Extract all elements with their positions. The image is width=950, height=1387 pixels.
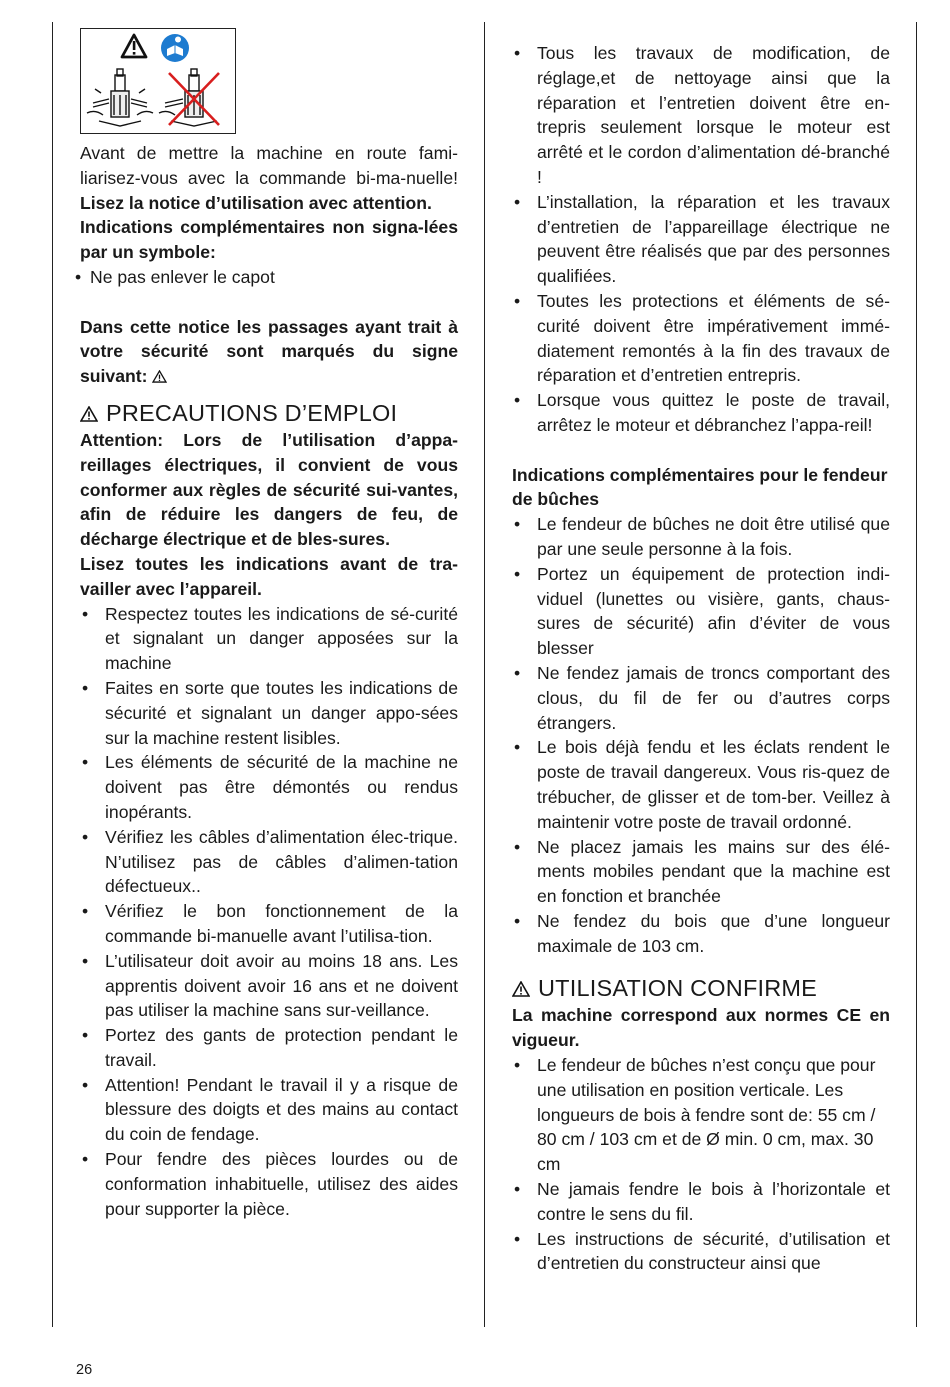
utilisation-heading-text: UTILISATION CONFIRME (538, 975, 818, 1002)
fendeur-list (512, 512, 890, 958)
list-item: • Tous les travaux de modification, de réglage,et de nettoyage ainsi que la réparation et l’entretien doivent être en-trepris seulement lorsque le moteur est arrêté et le cordon d’alimentation dé-branché ! (512, 41, 890, 190)
list-item: • L’utilisateur doit avoir au moins 18 ans. Les apprentis doivent avoir 16 ans et ne doivent pas utiliser la machine sans sur-veillance. (80, 949, 458, 1023)
intro-paragraph (80, 141, 458, 215)
center-column-rule (484, 22, 485, 1327)
precautions-heading (80, 399, 458, 428)
intro-bold-text: Lisez la notice d’utilisation avec attention. (80, 192, 432, 213)
list-item: • Vérifiez le bon fonctionnement de la commande bi-manuelle avant l’utilisa-tion. (80, 899, 458, 949)
utilisation-intro: La machine correspond aux normes CE en vigueur. (512, 1005, 890, 1051)
list-item: • Pour fendre des pièces lourdes ou de conformation inhabituelle, utilisez des aides pour supporter la pièce. (80, 1147, 458, 1221)
list-item: • Toutes les protections et éléments de sé-curité doivent être impérativement immé-diatement remontés à la fin des travaux de réparation et d’entretien entrepris. (512, 289, 890, 388)
list-item: • Ne fendez du bois que d’une longueur maximale de 103 cm. (512, 909, 890, 959)
list-item: • Attention! Pendant le travail il y a risque de blessure des doigts et des mains au contact du coin de fendage. (80, 1073, 458, 1147)
list-item: • Vérifiez les câbles d’alimentation élec-trique. N’utilisez pas de câbles d’alimen-tation défectueux.. (80, 825, 458, 899)
list-item: • L’installation, la réparation et les travaux d’entretien de l’appareillage électrique ne peuvent être réalisés que par des personnes qualifiées. (512, 190, 890, 289)
complementary-heading: Indications complémentaires non signa-lées par un symbole: (80, 217, 458, 263)
security-note (80, 315, 458, 389)
warning-triangle-icon (152, 370, 167, 383)
utilisation-heading (512, 974, 890, 1003)
page-number: 26 (76, 1362, 93, 1378)
list-item: • Les instructions de sécurité, d’utilisation et d’entretien du constructeur ainsi que (512, 1227, 890, 1277)
fendeur-heading: Indications complémentaires pour le fendeur de bûches (512, 464, 888, 510)
two-hand-use-icon (87, 69, 153, 126)
list-item: • Ne pas enlever le capot (73, 265, 458, 290)
list-item: • Le fendeur de bûches ne doit être utilisé que par une seule personne à la fois. (512, 512, 890, 562)
precautions-heading-text: PRECAUTIONS D’EMPLOI (106, 399, 398, 426)
list-item: • Respectez toutes les indications de sé-curité et signalant un danger apposées sur la machine (80, 602, 458, 676)
precautions-list (80, 602, 458, 1222)
precautions-read: Lisez toutes les indications avant de tra-vailler avec l’appareil. (80, 553, 458, 599)
list-item: • Les éléments de sécurité de la machine ne doivent pas être démontés ou rendus inopérants. (80, 750, 458, 824)
list-item: • Faites en sorte que toutes les indications de sécurité et signalant un danger appo-sées sur la machine restent lisibles. (80, 676, 458, 750)
right-column-rule (916, 22, 917, 1327)
warning-triangle-icon (122, 35, 146, 57)
forbidden-one-hand-icon (159, 69, 219, 126)
list-item: • Le bois déjà fendu et les éclats rendent le poste de travail dangereux. Vous ris-quez de trébucher, de glisser et de tom-ber. Veillez à maintenir votre poste de travail ordonné. (512, 735, 890, 834)
list-item: • Portez des gants de protection pendant le travail. (80, 1023, 458, 1073)
utilisation-list (512, 1053, 890, 1276)
read-manual-icon (161, 34, 189, 62)
list-item: • Ne placez jamais les mains sur des élé-ments mobiles pendant que la machine est en fonction et branchée (512, 835, 890, 909)
security-note-text: Dans cette notice les passages ayant trait à votre sécurité sont marqués du signe suivant: (80, 316, 458, 387)
maintenance-list (512, 41, 890, 438)
list-item: • Lorsque vous quittez le poste de travail, arrêtez le moteur et débranchez l’appa-reil! (512, 388, 890, 438)
left-column (80, 141, 458, 1221)
list-item: • Ne fendez jamais de troncs comportant des clous, du fil de fer ou d’autres corps étrangers. (512, 661, 890, 735)
list-item: • Le fendeur de bûches n’est conçu que pour une utilisation en position verticale. Les longueurs de bois à fendre sont de: 55 cm / 80 cm / 103 cm et de Ø min. 0 cm, max. 30 cm (512, 1053, 890, 1177)
warning-triangle-icon (512, 981, 530, 997)
left-column-rule (52, 22, 53, 1327)
intro-text: Avant de mettre la machine en route fami-liarisez-vous avec la commande bi-ma-nuelle! (80, 143, 458, 188)
precautions-attention: Attention: Lors de l’utilisation d’appa-reillages électriques, il convient de vous conformer aux règles de sécurité sui-vantes, afin de réduire les dangers de feu, de décharge électrique et de bles-sures. (80, 429, 458, 550)
safety-pictogram (80, 28, 236, 134)
complementary-list (73, 265, 458, 290)
warning-triangle-icon (80, 406, 98, 422)
list-item: • Portez un équipement de protection indi-viduel (lunettes ou visière, gants, chaus-sures de sécurité) afin d’éviter de vous blesser (512, 562, 890, 661)
right-column (512, 41, 890, 1276)
list-item: • Ne jamais fendre le bois à l’horizontale et contre le sens du fil. (512, 1177, 890, 1227)
